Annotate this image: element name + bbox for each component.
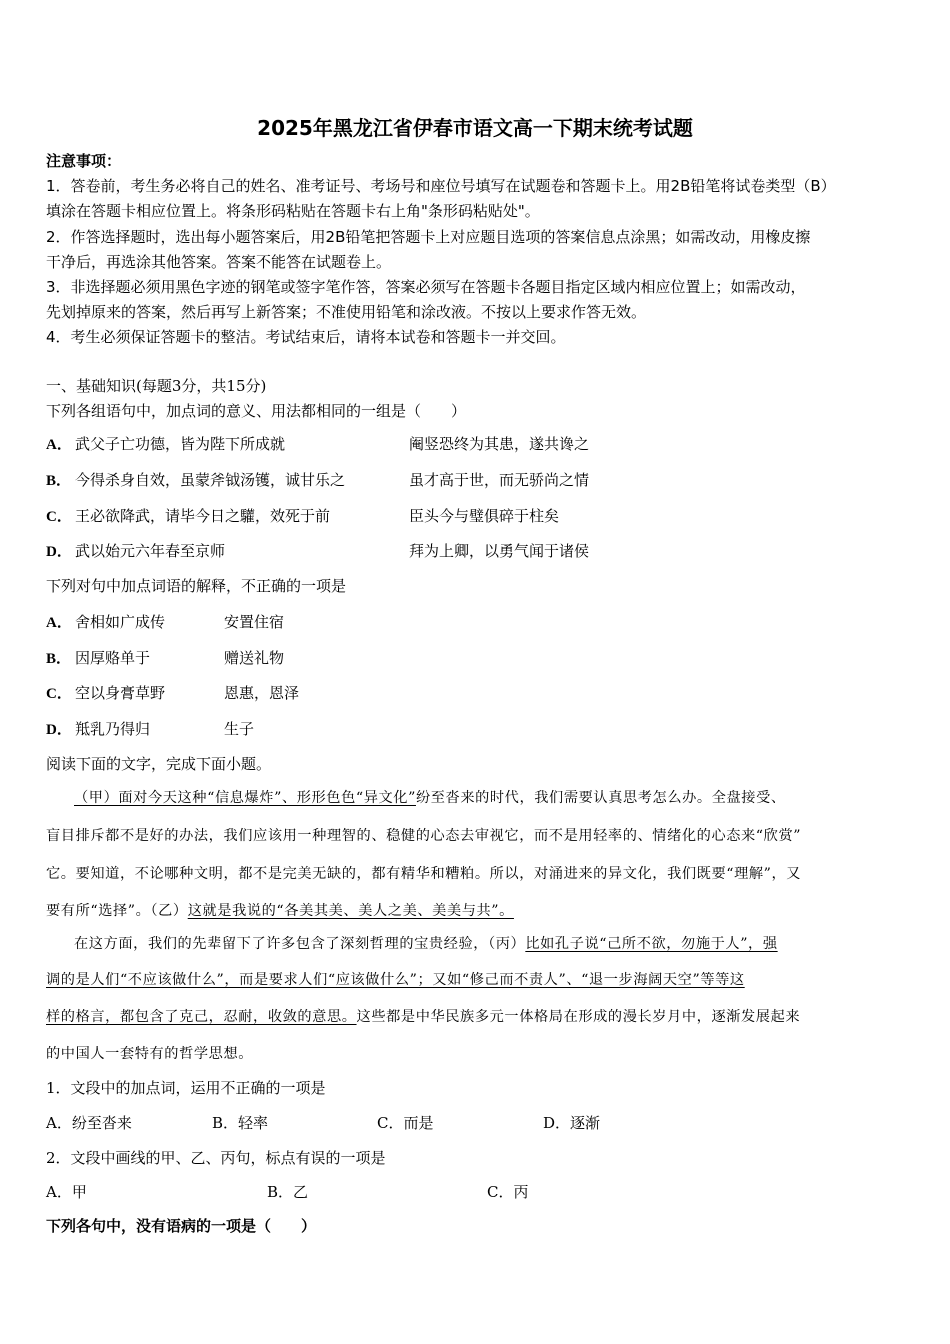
- passage-line: [46, 788, 906, 808]
- option-row: [46, 541, 906, 562]
- notice-heading: 注意事项：: [46, 152, 122, 170]
- option-right: 生子: [224, 720, 255, 738]
- option-right: 赠送礼物: [224, 649, 285, 667]
- option-label: B．: [46, 473, 72, 489]
- passage-line: 盲目排斥都不是好的办法，我们应该用一种理智的、稳健的心态去审视它，而不是用轻率的、情绪化的心态来“欣赏”: [46, 828, 802, 844]
- notice-line: 干净后，再选涂其他答案。答案不能答在试题卷上。: [46, 253, 392, 271]
- option: B．轻率: [212, 1114, 269, 1132]
- option-left: 羝乳乃得归: [75, 720, 151, 738]
- option-left: 空以身膏草野: [75, 684, 166, 702]
- option-row: [46, 612, 906, 633]
- reading-intro: 阅读下面的文字，完成下面小题。: [46, 755, 272, 773]
- sentence-jia: （甲）面对今天这种“信息爆炸”、形形色色“异文化”: [74, 790, 416, 806]
- option-right: 虽才高于世，而无骄尚之情: [409, 471, 590, 489]
- notice-line: 填涂在答题卡相应位置上。将条形码粘贴在答题卡右上角"条形码粘贴处"。: [46, 202, 540, 220]
- option-right: 臣头今与璧俱碎于柱矣: [409, 507, 560, 525]
- sentence-yi: 这就是我说的“各美其美、美人之美、美美与共”。: [187, 903, 514, 919]
- option-label: D．: [46, 544, 72, 560]
- passage-line: [46, 901, 906, 921]
- option-left: 王必欲降武，请毕今日之驩，效死于前: [75, 507, 331, 525]
- option-label: A．: [46, 437, 72, 453]
- option-row: [46, 506, 906, 527]
- option-row: [46, 683, 906, 704]
- question-stem: 下列对句中加点词语的解释，不正确的一项是: [46, 577, 347, 595]
- option-row: [46, 1182, 906, 1204]
- passage-text: 在这方面，我们的先辈留下了许多包含了深刻哲理的宝贵经验，（丙）: [74, 936, 526, 952]
- sentence-bing: 调的是人们“不应该做什么”，而是要求人们“应该做什么”；又如“修己而不责人”、“退一步海阔天空”等等这: [46, 972, 745, 988]
- option-label: C．: [46, 686, 72, 702]
- option-right: 恩惠，恩泽: [224, 684, 300, 702]
- option-left: 因厚赂单于: [75, 649, 151, 667]
- option-left: 今得杀身自效，虽蒙斧钺汤镬，诚甘乐之: [75, 471, 346, 489]
- option-right: 阉竖恐终为其患，遂共谗之: [409, 435, 590, 453]
- sentence-bing: 比如孔子说“己所不欲，勿施于人”，强: [525, 936, 778, 952]
- option-row: [46, 648, 906, 669]
- option-label: D．: [46, 722, 72, 738]
- option: C．丙: [487, 1183, 529, 1201]
- sentence-bing: 样的格言，都包含了克己，忍耐，收敛的意思。: [46, 1009, 357, 1025]
- question-stem: 1．文段中的加点词，运用不正确的一项是: [46, 1079, 326, 1097]
- option-right: 安置住宿: [224, 613, 285, 631]
- option-label: A．: [46, 615, 72, 631]
- option: C．而是: [377, 1114, 434, 1132]
- passage-text: 纷至沓来的时代，我们需要认真思考怎么办。全盘接受、: [415, 790, 786, 806]
- passage-text: 要有所“选择”。（乙）: [46, 903, 188, 919]
- notice-line: 4．考生必须保证答题卡的整洁。考试结束后，请将本试卷和答题卡一并交回。: [46, 328, 566, 346]
- option: A．甲: [46, 1183, 87, 1201]
- option-row: [46, 1113, 906, 1135]
- passage-line: 的中国人一套特有的哲学思想。: [46, 1046, 254, 1062]
- option: A．纷至沓来: [46, 1114, 132, 1132]
- notice-line: 3．非选择题必须用黑色字迹的钢笔或签字笔作答，答案必须写在答题卡各题目指定区域内相应位置上；如需改动，: [46, 278, 806, 296]
- option-left: 舍相如广成传: [75, 613, 166, 631]
- option-label: C．: [46, 509, 72, 525]
- option-right: 拜为上卿，以勇气闻于诸侯: [409, 542, 590, 560]
- option-row: [46, 719, 906, 740]
- question-stem: 下列各组语句中，加点词的意义、用法都相同的一组是（ ）: [46, 402, 467, 420]
- option-row: [46, 470, 906, 491]
- question-stem: 2．文段中画线的甲、乙、丙句，标点有误的一项是: [46, 1149, 386, 1167]
- option-label: B．: [46, 651, 72, 667]
- notice-line: 先划掉原来的答案，然后再写上新答案；不准使用铅笔和涂改液。不按以上要求作答无效。: [46, 303, 647, 321]
- option-row: [46, 434, 906, 455]
- notice-line: 2．作答选择题时，选出每小题答案后，用2B铅笔把答题卡上对应题目选项的答案信息点涂黑；如需改动，用橡皮擦: [46, 228, 811, 246]
- passage-line: [46, 970, 906, 990]
- notice-line: 1．答卷前，考生务必将自己的姓名、准考证号、考场号和座位号填写在试题卷和答题卡上。用2B铅笔将试卷类型（B）: [46, 177, 836, 195]
- page-title: 2025年黑龙江省伊春市语文高一下期末统考试题: [257, 116, 693, 140]
- passage-line: [46, 934, 906, 954]
- option-left: 武以始元六年春至京师: [75, 542, 226, 560]
- passage-line: [46, 1007, 906, 1027]
- question-stem: 下列各句中，没有语病的一项是（ ）: [46, 1217, 317, 1235]
- option: B．乙: [267, 1183, 309, 1201]
- option: D．逐渐: [543, 1114, 601, 1132]
- option-left: 武父子亡功德，皆为陛下所成就: [75, 435, 286, 453]
- section-heading: 一、基础知识(每题3分，共15分): [46, 377, 267, 395]
- passage-text: 这些都是中华民族多元一体格局在形成的漫长岁月中，逐渐发展起来: [356, 1009, 801, 1025]
- passage-line: 它。要知道，不论哪种文明，都不是完美无缺的，都有精华和糟粕。所以，对涌进来的异文化，我们既要“理解”，又: [46, 866, 802, 882]
